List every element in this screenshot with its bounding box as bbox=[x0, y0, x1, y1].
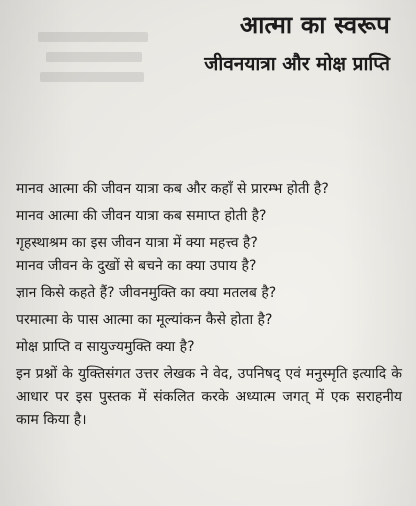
question-1: मानव आत्मा की जीवन यात्रा कब और कहाँ से प्रारम्भ होती है? bbox=[16, 181, 329, 197]
summary-paragraph: इन प्रश्नों के युक्तिसंगत उत्तर लेखक ने वेद, उपनिषद् एवं मनुस्मृति इत्यादि के आधार पर इस पुस्तक में संकलित करके अध्यात्म जगत् में एक सराहनीय काम किया है। bbox=[16, 366, 402, 428]
body-text bbox=[16, 178, 402, 432]
question-2: मानव आत्मा की जीवन यात्रा कब समाप्त होती है? bbox=[16, 208, 267, 224]
page-subtitle: जीवनयात्रा और मोक्ष प्राप्ति bbox=[204, 53, 390, 75]
question-6: परमात्मा के पास आत्मा का मूल्यांकन कैसे होता है? bbox=[16, 312, 273, 328]
question-5: ज्ञान किसे कहते हैं? जीवनमुक्ति का क्या मतलब है? bbox=[16, 285, 277, 301]
question-7: मोक्ष प्राप्ति व सायुज्यमुक्ति क्या है? bbox=[16, 339, 195, 355]
page-header bbox=[130, 10, 390, 78]
question-4: मानव जीवन के दुखों से बचने का क्या उपाय है? bbox=[16, 258, 257, 274]
question-3: गृहस्थाश्रम का इस जीवन यात्रा में क्या महत्त्व है? bbox=[16, 235, 258, 251]
page-title: आत्मा का स्वरूप bbox=[239, 11, 390, 39]
